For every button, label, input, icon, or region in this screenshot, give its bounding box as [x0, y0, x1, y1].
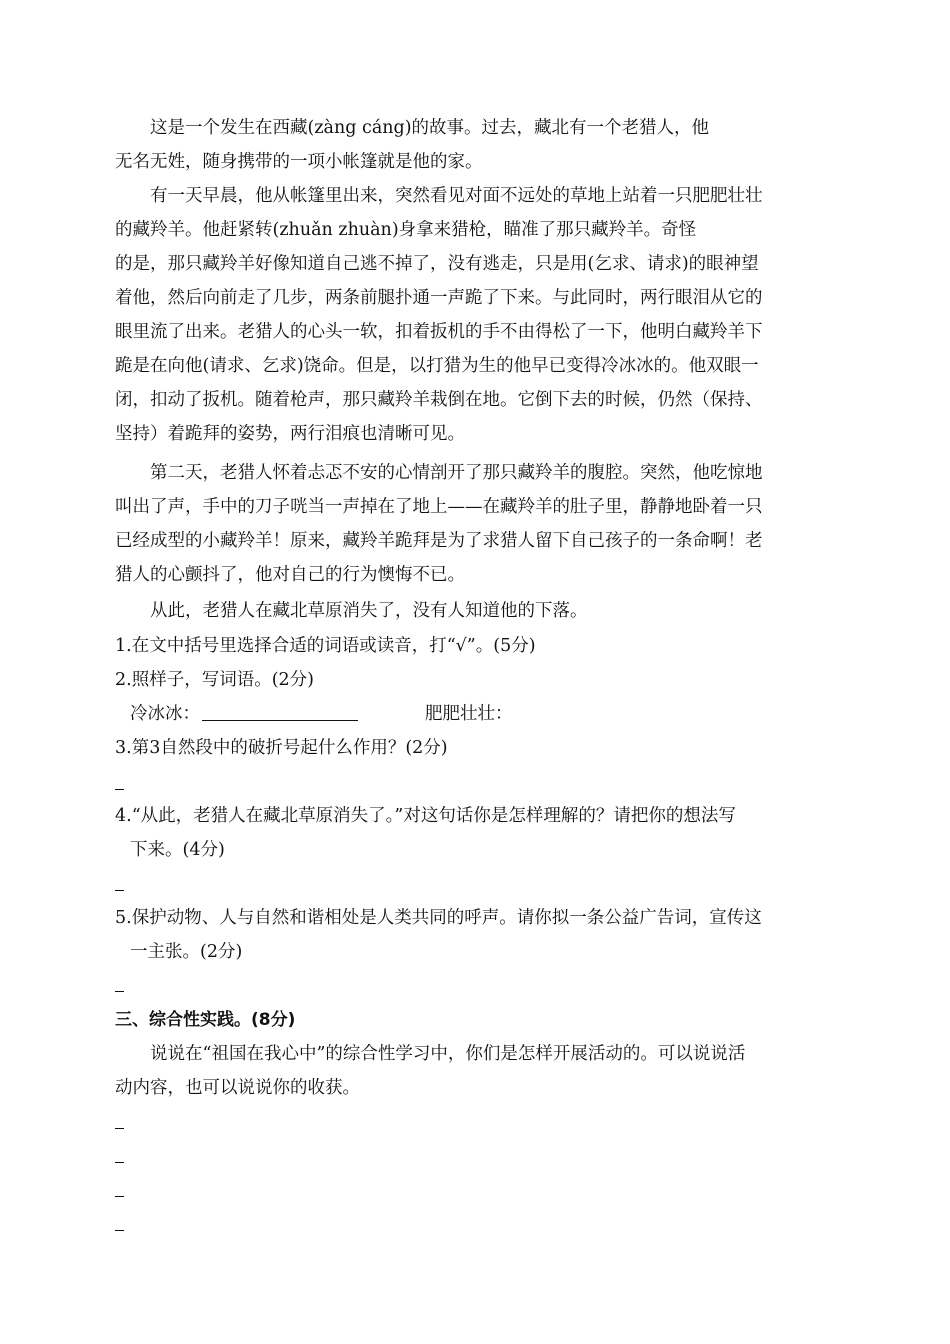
question-4-line-2: 下来。(4分): [130, 840, 225, 860]
passage-line: 的是，那只藏羚羊好像知道自己逃不掉了，没有逃走，只是用(乞求、请求)的眼神望: [115, 254, 759, 274]
passage-line: 第二天，老猎人怀着忐忑不安的心情剖开了那只藏羚羊的腹腔。突然，他吃惊地: [150, 463, 763, 483]
answer-line[interactable]: [115, 1230, 124, 1231]
question-4-line-1: 4.“从此，老猎人在藏北草原消失了。”对这句话你是怎样理解的？请把你的想法写: [115, 806, 736, 826]
passage-line: 着他，然后向前走了几步，两条前腿扑通一声跪了下来。与此同时，两行眼泪从它的: [115, 288, 763, 308]
answer-line[interactable]: [115, 789, 124, 790]
passage-line: 猎人的心颤抖了，他对自己的行为懊悔不已。: [115, 565, 465, 585]
question-5-line-2: 一主张。(2分): [130, 942, 243, 962]
example-word-label: 肥肥壮壮：: [425, 704, 513, 724]
answer-line[interactable]: [115, 1128, 124, 1129]
passage-line: 这是一个发生在西藏(zàng cáng)的故事。过去，藏北有一个老猎人，他: [150, 118, 710, 138]
question-3: 3.第3自然段中的破折号起什么作用？(2分): [115, 738, 448, 758]
prompt-line: 说说在“祖国在我心中”的综合性学习中，你们是怎样开展活动的。可以说说活: [150, 1044, 746, 1064]
answer-line[interactable]: [115, 1196, 124, 1197]
section-3-heading: 三、综合性实践。(8分): [115, 1010, 296, 1030]
passage-line: 的藏羚羊。他赶紧转(zhuǎn zhuàn)身拿来猎枪，瞄准了那只藏羚羊。奇怪: [115, 220, 697, 240]
passage-line: 眼里流了出来。老猎人的心头一软，扣着扳机的手不由得松了一下，他明白藏羚羊下: [115, 322, 763, 342]
section-3-prompt: [115, 1037, 830, 1105]
passage-line: 有一天早晨，他从帐篷里出来，突然看见对面不远处的草地上站着一只肥肥壮壮: [150, 186, 763, 206]
passage-line: 跪是在向他(请求、乞求)饶命。但是，以打猎为生的他早已变得冷冰冰的。他双眼一: [115, 356, 759, 376]
answer-blank[interactable]: [202, 698, 358, 721]
passage-line: 叫出了声，手中的刀子咣当一声掉在了地上——在藏羚羊的肚子里，静静地卧着一只: [115, 497, 763, 517]
passage-paragraph-2: [115, 179, 830, 451]
passage-line: 闭，扣动了扳机。随着枪声，那只藏羚羊栽倒在地。它倒下去的时候，仍然（保持、: [115, 390, 763, 410]
answer-line[interactable]: [115, 991, 124, 992]
question-2-example-1: [130, 697, 358, 731]
passage-paragraph-1: [115, 111, 830, 179]
passage-line: 坚持）着跪拜的姿势，两行泪痕也清晰可见。: [115, 424, 465, 444]
answer-line[interactable]: [115, 1162, 124, 1163]
passage-paragraph-4: [115, 594, 830, 628]
question-1: 1.在文中括号里选择合适的词语或读音，打“√”。(5分): [115, 636, 536, 656]
question-2-example-2: [425, 697, 513, 731]
question-5-line-1: 5.保护动物、人与自然和谐相处是人类共同的呼声。请你拟一条公益广告词，宣传这: [115, 908, 762, 928]
example-word-label: 冷冰冰：: [130, 704, 200, 724]
passage-paragraph-3: [115, 456, 830, 592]
prompt-line: 动内容，也可以说说你的收获。: [115, 1078, 360, 1098]
passage-line: 已经成型的小藏羚羊！原来，藏羚羊跪拜是为了求猎人留下自己孩子的一条命啊！老: [115, 531, 763, 551]
answer-line[interactable]: [115, 890, 124, 891]
question-2: 2.照样子，写词语。(2分): [115, 670, 314, 690]
passage-line: 从此，老猎人在藏北草原消失了，没有人知道他的下落。: [150, 601, 588, 621]
passage-line: 无名无姓，随身携带的一项小帐篷就是他的家。: [115, 152, 483, 172]
